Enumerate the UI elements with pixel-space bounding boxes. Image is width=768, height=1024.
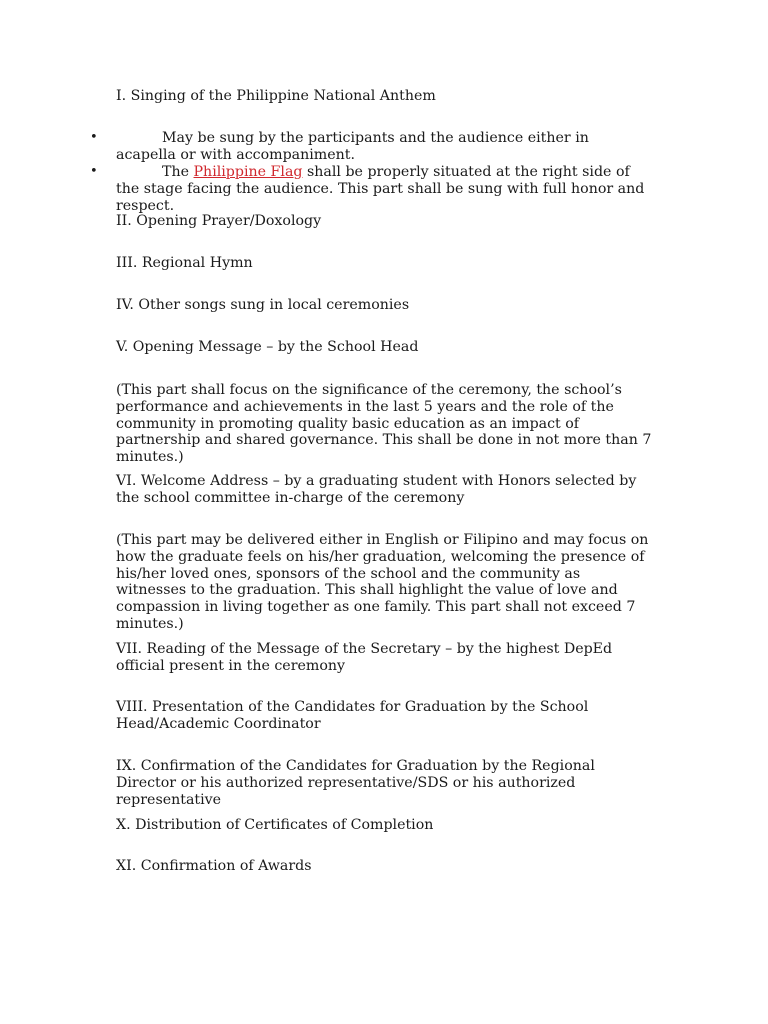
bullet-icon: • xyxy=(90,164,98,179)
bullet-text-suffix: shall be properly situated at the right side of the stage facing the audience. This part shall be sung with full honor and respect. xyxy=(116,164,645,214)
section-heading-secretary-message: VII. Reading of the Message of the Secretary – by the highest DepEd official present in the ceremony xyxy=(116,641,613,674)
bullet-item-flag xyxy=(116,164,652,214)
section-heading-opening-message: V. Opening Message – by the School Head xyxy=(116,339,419,355)
section-heading-prayer: II. Opening Prayer/Doxology xyxy=(116,213,322,229)
section-note-welcome-address: (This part may be delivered either in English or Filipino and may focus on how the graduate feels on his/her graduation, welcoming the presence of his/her loved ones, sponsors of the school and the community as witnesses to the graduation. This shall highlight the value of love and compassion in living together as one family. This part shall not exceed 7 minutes.) xyxy=(116,532,649,632)
section-heading-presentation-candidates: VIII. Presentation of the Candidates for Graduation by the School Head/Academic Coordinator xyxy=(116,699,589,732)
section-heading-awards: XI. Confirmation of Awards xyxy=(116,858,312,874)
section-heading-certificates: X. Distribution of Certificates of Completion xyxy=(116,817,434,833)
section-heading-confirmation-candidates: IX. Confirmation of the Candidates for Graduation by the Regional Director or his authorized representative/SDS or his authorized representative xyxy=(116,758,595,808)
philippine-flag-link[interactable]: Philippine Flag xyxy=(193,164,303,180)
bullet-text: May be sung by the participants and the audience either in acapella or with accompaniment. xyxy=(116,130,589,163)
bullet-icon: • xyxy=(90,130,98,145)
section-heading-hymn: III. Regional Hymn xyxy=(116,255,253,271)
bullet-item-acapella xyxy=(116,130,652,164)
bullet-text-prefix: The xyxy=(162,164,194,180)
section-note-opening-message: (This part shall focus on the significance of the ceremony, the school’s performance and achievements in the last 5 years and the role of the community in promoting quality basic education as an impact of partnership and shared governance. This shall be done in not more than 7 minutes.) xyxy=(116,382,652,466)
section-heading-anthem: I. Singing of the Philippine National Anthem xyxy=(116,88,436,104)
section-heading-welcome-address: VI. Welcome Address – by a graduating student with Honors selected by the school committee in-charge of the ceremony xyxy=(116,473,637,506)
section-heading-local-songs: IV. Other songs sung in local ceremonies xyxy=(116,297,410,313)
